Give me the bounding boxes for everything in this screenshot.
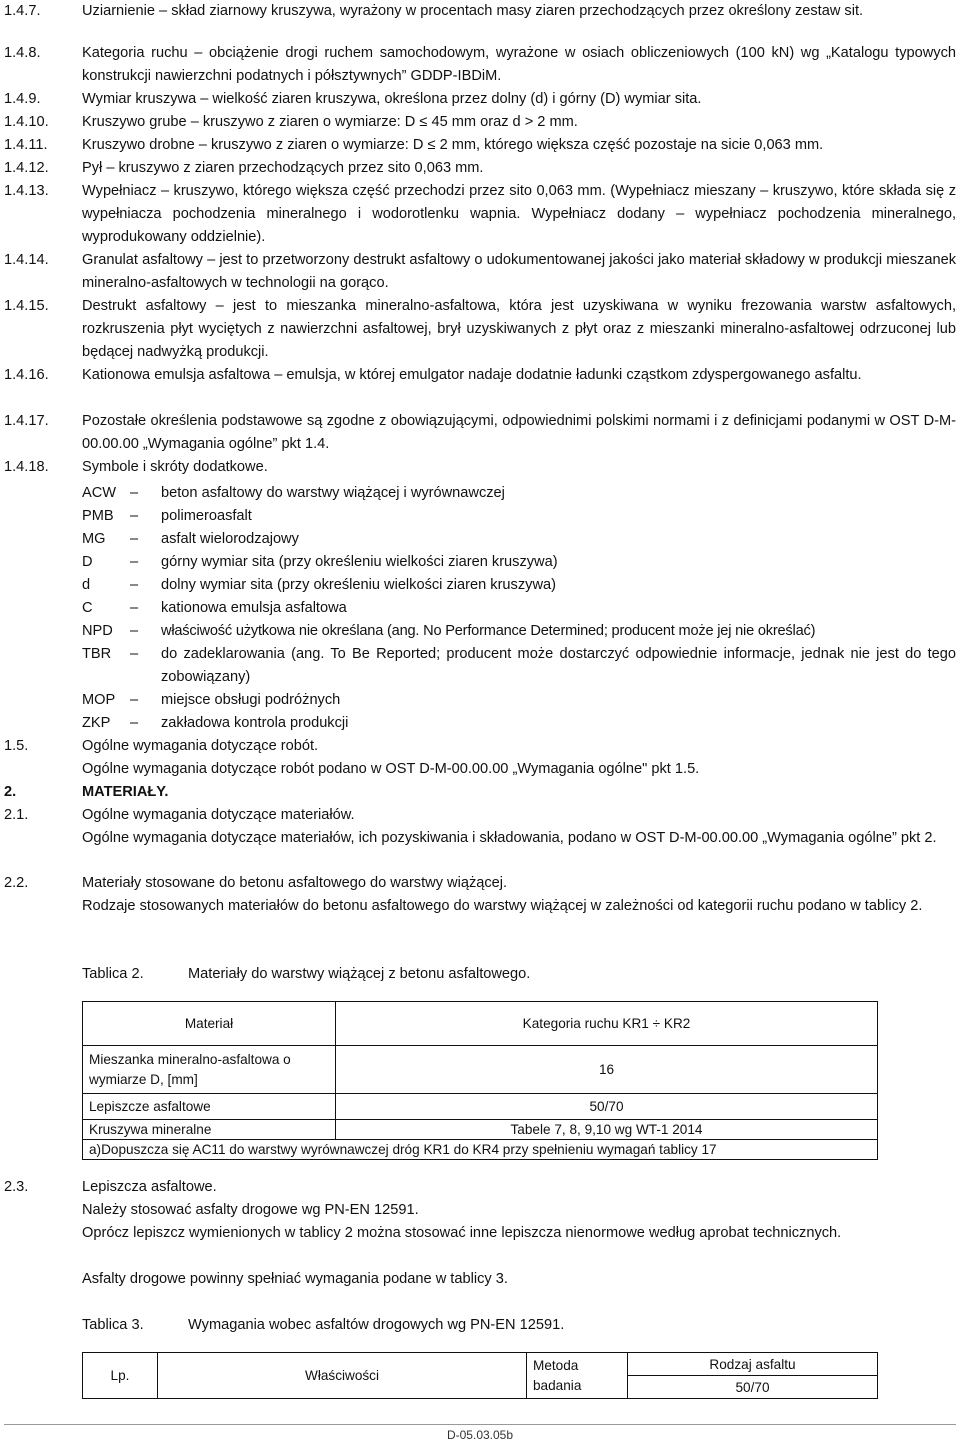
symbol-dash: – [130,531,139,547]
section-number: 1.4.8. [4,45,41,61]
section-text: Symbole i skróty dodatkowe. [82,459,268,475]
symbol-dash: – [130,600,139,616]
symbol-code: MOP [82,692,116,708]
section-number: 1.4.16. [4,367,49,383]
section-number: 1.4.9. [4,91,41,107]
symbol-dash: – [130,508,139,524]
section-number: 1.4.17. [4,413,49,429]
section-number: 1.4.18. [4,459,49,475]
table-2 [82,1001,878,1160]
symbol-dash: – [130,646,139,662]
symbol-dash: – [130,485,139,501]
table-header-cell: Materiał [83,1002,336,1046]
table-header-cell: Metoda badania [527,1353,628,1399]
symbol-code: PMB [82,508,114,524]
section-text: Kategoria ruchu – obciążenie drogi ruchem samochodowym, wyrażone w osiach obliczeniowych (100 kN) wg „Katalogu typowych konstrukcji nawierzchni podatnych i półsztywnych” GDDP-IBDiM. [82,45,956,84]
page-footer: D-05.03.05b [446,1428,514,1442]
section-text: Oprócz lepiszcz wymienionych w tablicy 2 można stosować inne lepiszcza nienormowe według aprobat technicznych. [82,1225,842,1241]
footer-divider [4,1424,956,1425]
chapter-title: MATERIAŁY. [82,784,169,800]
symbol-code: C [82,600,93,616]
symbol-desc: właściwość użytkowa nie określana (ang. No Performance Determined; producent może jej nie określać) [161,623,816,639]
section-title: Ogólne wymagania dotyczące materiałów. [82,807,355,823]
section-title: Materiały stosowane do betonu asfaltowego do warstwy wiążącej. [82,875,508,891]
section-title: Ogólne wymagania dotyczące robót. [82,738,319,754]
table-header-row [83,1353,878,1376]
symbol-desc: do zadeklarowania (ang. To Be Reported; producent może dostarczyć odpowiednie informacje, jednak nie jest do tego zobowiązany) [161,646,956,685]
section-number: 1.4.11. [4,137,48,153]
section-text: Wypełniacz – kruszywo, którego większa część przechodzi przez sito 0,063 mm. (Wypełniacz mieszany – kruszywo, które składa się z wypełniacza pochodzenia mineralnego i wodorotlenku wapnia. Wypełniacz dodany – wypełniacz pochodzenia mineralnego, wyprodukowany oddzielnie). [82,183,956,245]
table-header-cell: Kategoria ruchu KR1 ÷ KR2 [336,1002,878,1046]
symbol-desc: kationowa emulsja asfaltowa [161,600,347,616]
section-text: Rodzaje stosowanych materiałów do betonu asfaltowego do warstwy wiążącej w zależności od kategorii ruchu podano w tablicy 2. [82,898,923,914]
table-3 [82,1352,878,1399]
table-header-row [83,1002,878,1046]
section-text: Wymiar kruszywa – wielkość ziaren kruszywa, określona przez dolny (d) i górny (D) wymiar sita. [82,91,702,107]
symbol-desc: asfalt wielorodzajowy [161,531,299,547]
symbol-code: ACW [82,485,117,501]
table3-caption: Wymagania wobec asfaltów drogowych wg PN-EN 12591. [188,1317,565,1333]
symbol-dash: – [130,692,139,708]
table-row [83,1046,878,1094]
chapter-number: 2. [4,784,17,800]
section-number: 1.4.14. [4,252,49,268]
symbol-code: TBR [82,646,112,662]
symbol-desc: dolny wymiar sita (przy określeniu wielkości ziaren kruszywa) [161,577,556,593]
table-row [83,1120,878,1140]
table-cell: Mieszanka mineralno-asfaltowa o wymiarze D, [mm] [83,1046,336,1094]
symbol-code: MG [82,531,106,547]
table-note: a)Dopuszcza się AC11 do warstwy wyrównawczej dróg KR1 do KR4 przy spełnieniu wymagań tablicy 17 [83,1140,878,1160]
section-text: Pył – kruszywo z ziaren przechodzących przez sito 0,063 mm. [82,160,484,176]
section-number: 1.4.13. [4,183,49,199]
section-number: 1.4.10. [4,114,49,130]
section-number: 2.3. [4,1179,29,1195]
symbol-code: NPD [82,623,113,639]
section-text: Uziarnienie – skład ziarnowy kruszywa, wyrażony w procentach masy ziaren przechodzących przez określony zestaw sit. [82,3,864,19]
table-header-cell: Rodzaj asfaltu [628,1353,878,1376]
section-number: 1.4.12. [4,160,49,176]
section-text: Ogólne wymagania dotyczące robót podano w OST D-M-00.00.00 „Wymagania ogólne" pkt 1.5. [82,761,700,777]
section-text: Kationowa emulsja asfaltowa – emulsja, w której emulgator nadaje dodatnie ładunki cząstkom zdyspergowanego asfaltu. [82,367,862,383]
symbol-desc: zakładowa kontrola produkcji [161,715,349,731]
section-number: 2.2. [4,875,29,891]
symbol-desc: beton asfaltowy do warstwy wiążącej i wyrównawczej [161,485,505,501]
table2-label: Tablica 2. [82,966,144,982]
table-header-cell: Lp. [83,1353,158,1399]
section-title: Lepiszcza asfaltowe. [82,1179,217,1195]
table-header-cell: Właściwości [158,1353,527,1399]
section-number: 1.4.15. [4,298,49,314]
section-number: 2.1. [4,807,29,823]
symbol-desc: górny wymiar sita (przy określeniu wielkości ziaren kruszywa) [161,554,558,570]
table-cell: 50/70 [336,1094,878,1120]
symbol-dash: – [130,623,139,639]
table-cell: Tabele 7, 8, 9,10 wg WT-1 2014 [336,1120,878,1140]
section-number: 1.4.7. [4,3,41,19]
table2-caption: Materiały do warstwy wiążącej z betonu asfaltowego. [188,966,531,982]
table-row [83,1094,878,1120]
section-text: Destrukt asfaltowy – jest to mieszanka mineralno-asfaltowa, która jest uzyskiwana w wyniku frezowania warstw asfaltowych, rozkruszenia płyt wyciętych z nawierzchni asfaltowej, brył uzyskiwanych z płyt oraz z mieszanki mineralno-asfaltowej odrzuconej lub będącej nadwyżką produkcji. [82,298,956,360]
section-text: Asfalty drogowe powinny spełniać wymagania podane w tablicy 3. [82,1271,508,1287]
table3-label: Tablica 3. [82,1317,144,1333]
symbol-dash: – [130,715,139,731]
section-text: Należy stosować asfalty drogowe wg PN-EN 12591. [82,1202,419,1218]
symbol-code: d [82,577,91,593]
table-header-cell: 50/70 [628,1376,878,1399]
section-number: 1.5. [4,738,29,754]
section-text: Granulat asfaltowy – jest to przetworzony destrukt asfaltowy o udokumentowanej jakości jako materiał składowy w produkcji mieszanek mineralno-asfaltowych w technologii na gorąco. [82,252,956,291]
symbol-code: D [82,554,93,570]
table-note-row [83,1140,878,1160]
symbol-dash: – [130,577,139,593]
symbol-dash: – [130,554,139,570]
table-cell: Kruszywa mineralne [83,1120,336,1140]
section-text: Pozostałe określenia podstawowe są zgodne z obowiązującymi, odpowiednimi polskimi normami i z definicjami podanymi w OST D-M-00.00.00 „Wymagania ogólne” pkt 1.4. [82,413,956,452]
table-cell: Lepiszcze asfaltowe [83,1094,336,1120]
symbol-desc: polimeroasfalt [161,508,252,524]
section-text: Kruszywo grube – kruszywo z ziaren o wymiarze: D ≤ 45 mm oraz d > 2 mm. [82,114,578,130]
symbol-code: ZKP [82,715,111,731]
section-text: Kruszywo drobne – kruszywo z ziaren o wymiarze: D ≤ 2 mm, którego większa część pozostaje na sicie 0,063 mm. [82,137,824,153]
symbol-desc: miejsce obsługi podróżnych [161,692,341,708]
section-text: Ogólne wymagania dotyczące materiałów, ich pozyskiwania i składowania, podano w OST D-M-00.00.00 „Wymagania ogólne” pkt 2. [82,830,937,846]
table-cell: 16 [336,1046,878,1094]
